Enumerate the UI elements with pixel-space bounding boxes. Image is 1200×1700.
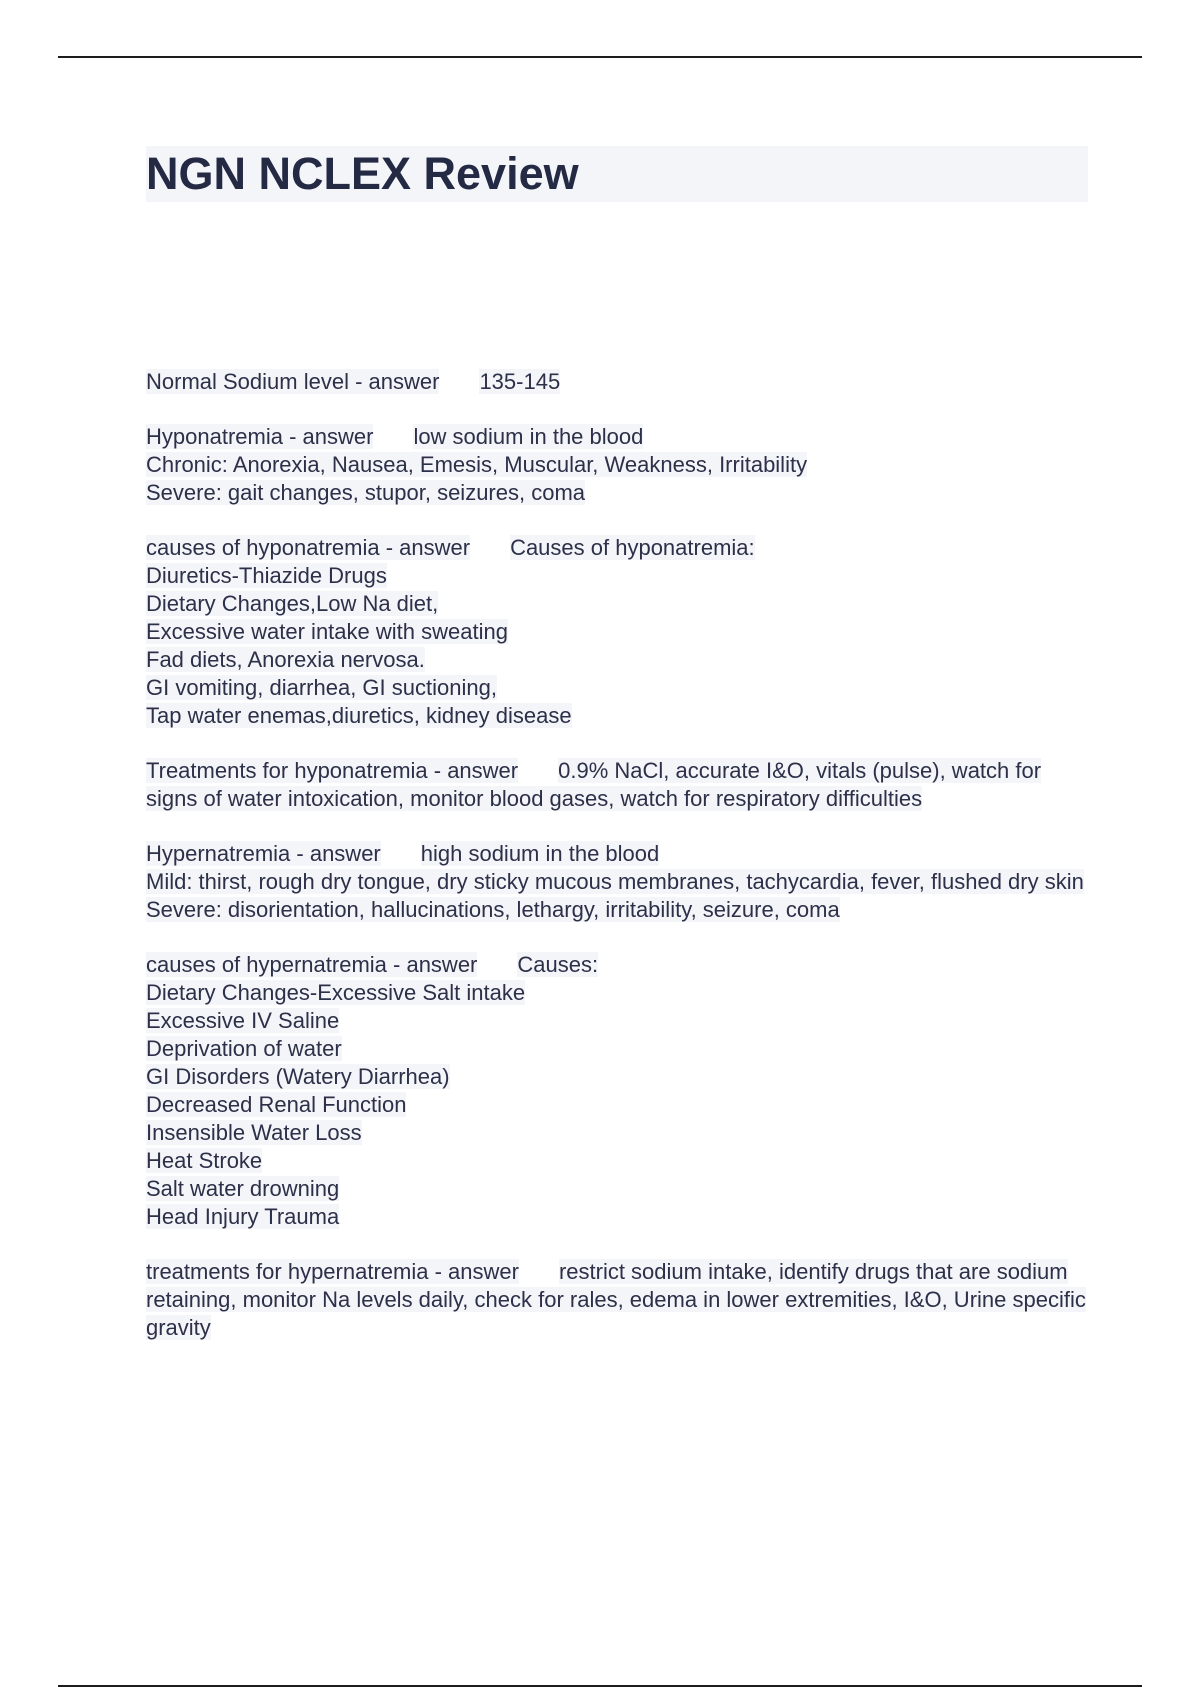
flashcard-answer: high sodium in the blood — [420, 841, 660, 866]
flashcard-term: Hyponatremia - answer — [146, 424, 374, 449]
answer-line: Severe: gait changes, stupor, seizures, coma — [146, 480, 586, 505]
footer-rule — [58, 1685, 1142, 1687]
flashcard-term: Treatments for hyponatremia - answer — [146, 758, 519, 783]
answer-line: Mild: thirst, rough dry tongue, dry sticky mucous membranes, tachycardia, fever, flushed dry skin — [146, 869, 1084, 894]
answer-line: Diuretics-Thiazide Drugs — [146, 563, 387, 588]
answer-line: Tap water enemas,diuretics, kidney disease — [146, 703, 572, 728]
flashcard-term: Hypernatremia - answer — [146, 841, 381, 866]
flashcard-entry — [146, 534, 1096, 730]
answer-line: Decreased Renal Function — [146, 1092, 407, 1117]
answer-line: GI vomiting, diarrhea, GI suctioning, — [146, 675, 497, 700]
answer-line: Heat Stroke — [146, 1148, 263, 1173]
answer-line: GI Disorders (Watery Diarrhea) — [146, 1064, 450, 1089]
flashcard-answer: restrict sodium intake, identify drugs that are sodium retaining, monitor Na levels daily, check for rales, edema in lower extremities, I&O, Urine specific gravity — [146, 1259, 1086, 1340]
answer-line: Fad diets, Anorexia nervosa. — [146, 647, 425, 672]
flashcard-answer: low sodium in the blood — [413, 424, 644, 449]
flashcard-list — [146, 368, 1096, 1369]
flashcard-entry — [146, 840, 1096, 924]
answer-line: Chronic: Anorexia, Nausea, Emesis, Muscular, Weakness, Irritability — [146, 452, 808, 477]
answer-line: Severe: disorientation, hallucinations, lethargy, irritability, seizure, coma — [146, 897, 840, 922]
answer-line: Dietary Changes-Excessive Salt intake — [146, 980, 526, 1005]
flashcard-entry — [146, 951, 1096, 1231]
flashcard-answer: 0.9% NaCl, accurate I&O, vitals (pulse), watch for signs of water intoxication, monitor blood gases, watch for respiratory difficulties — [146, 758, 1042, 811]
flashcard-entry — [146, 1258, 1096, 1342]
header-rule — [58, 56, 1142, 58]
flashcard-term: causes of hyponatremia - answer — [146, 535, 471, 560]
flashcard-entry — [146, 368, 1096, 396]
answer-line: Head Injury Trauma — [146, 1204, 340, 1229]
page-title: NGN NCLEX Review — [146, 148, 579, 199]
answer-line: Excessive water intake with sweating — [146, 619, 508, 644]
answer-line: Insensible Water Loss — [146, 1120, 362, 1145]
answer-line: Deprivation of water — [146, 1036, 342, 1061]
flashcard-answer: Causes of hyponatremia: — [510, 535, 755, 560]
flashcard-entry — [146, 757, 1096, 813]
flashcard-term: causes of hypernatremia - answer — [146, 952, 478, 977]
answer-line: Salt water drowning — [146, 1176, 340, 1201]
flashcard-term: treatments for hypernatremia - answer — [146, 1259, 519, 1284]
flashcard-answer: Causes: — [517, 952, 599, 977]
flashcard-answer: 135-145 — [479, 369, 561, 394]
flashcard-entry — [146, 423, 1096, 507]
answer-line: Excessive IV Saline — [146, 1008, 340, 1033]
answer-line: Dietary Changes,Low Na diet, — [146, 591, 439, 616]
flashcard-term: Normal Sodium level - answer — [146, 369, 440, 394]
